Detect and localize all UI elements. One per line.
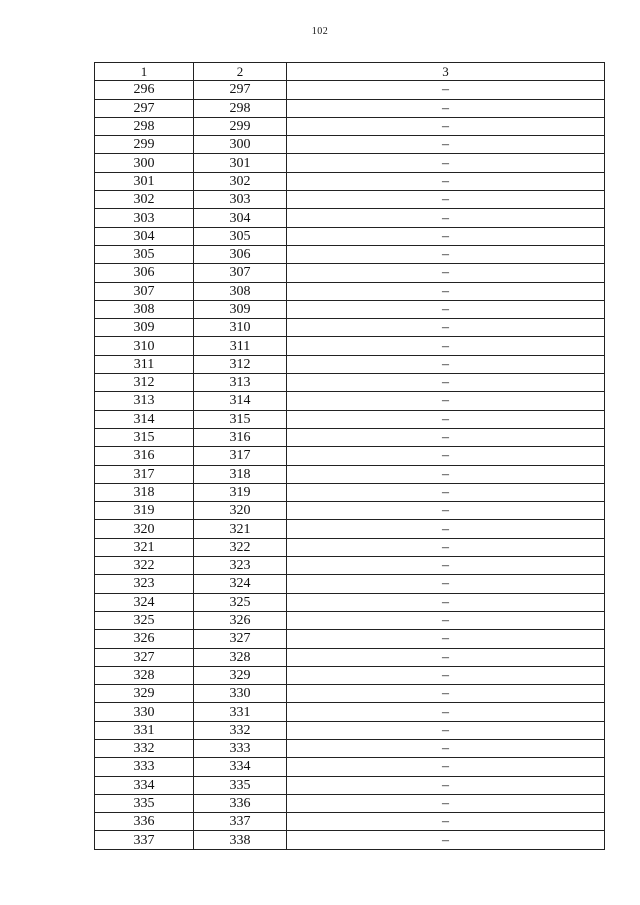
- table-cell-col-1: 337: [95, 831, 194, 849]
- table-row: [95, 264, 605, 282]
- table-row: [95, 337, 605, 355]
- table-row: [95, 538, 605, 556]
- table-cell-col-3: –: [287, 776, 605, 794]
- table-cell-col-2: 322: [194, 538, 287, 556]
- table-cell-col-1: 313: [95, 392, 194, 410]
- table-row: [95, 355, 605, 373]
- table-cell-col-3: –: [287, 447, 605, 465]
- table-row: [95, 575, 605, 593]
- table-cell-col-1: 302: [95, 191, 194, 209]
- table-cell-col-1: 312: [95, 374, 194, 392]
- table-cell-col-2: 328: [194, 648, 287, 666]
- table-cell-col-3: –: [287, 136, 605, 154]
- table-cell-col-3: –: [287, 575, 605, 593]
- table-cell-col-2: 303: [194, 191, 287, 209]
- table-row: [95, 410, 605, 428]
- table-cell-col-3: –: [287, 337, 605, 355]
- table-cell-col-2: 297: [194, 81, 287, 99]
- table-cell-col-2: 310: [194, 319, 287, 337]
- table-row: [95, 81, 605, 99]
- table-cell-col-1: 317: [95, 465, 194, 483]
- table-cell-col-3: –: [287, 648, 605, 666]
- table-cell-col-1: 308: [95, 300, 194, 318]
- table-row: [95, 776, 605, 794]
- table-cell-col-1: 329: [95, 685, 194, 703]
- table-cell-col-1: 296: [95, 81, 194, 99]
- table-cell-col-1: 305: [95, 245, 194, 263]
- table-cell-col-2: 308: [194, 282, 287, 300]
- table-cell-col-1: 309: [95, 319, 194, 337]
- table-cell-col-2: 332: [194, 721, 287, 739]
- table-cell-col-2: 321: [194, 520, 287, 538]
- table-cell-col-1: 311: [95, 355, 194, 373]
- table-cell-col-3: –: [287, 593, 605, 611]
- table-cell-col-3: –: [287, 355, 605, 373]
- table-row: [95, 721, 605, 739]
- table-row: [95, 758, 605, 776]
- table-cell-col-1: 310: [95, 337, 194, 355]
- table-cell-col-2: 306: [194, 245, 287, 263]
- column-header-3: 3: [287, 63, 605, 81]
- table-cell-col-3: –: [287, 392, 605, 410]
- table-cell-col-2: 319: [194, 483, 287, 501]
- table-cell-col-3: –: [287, 739, 605, 757]
- column-header-1: 1: [95, 63, 194, 81]
- table-cell-col-3: –: [287, 264, 605, 282]
- table-cell-col-2: 307: [194, 264, 287, 282]
- table-cell-col-2: 299: [194, 117, 287, 135]
- table-row: [95, 154, 605, 172]
- table-cell-col-1: 336: [95, 813, 194, 831]
- table-row: [95, 319, 605, 337]
- table-cell-col-2: 304: [194, 209, 287, 227]
- column-header-2: 2: [194, 63, 287, 81]
- table-cell-col-1: 301: [95, 172, 194, 190]
- table-row: [95, 831, 605, 849]
- table-row: [95, 557, 605, 575]
- table-cell-col-1: 320: [95, 520, 194, 538]
- table-cell-col-3: –: [287, 557, 605, 575]
- table-row: [95, 392, 605, 410]
- table-cell-col-3: –: [287, 538, 605, 556]
- table-cell-col-1: 333: [95, 758, 194, 776]
- table-row: [95, 99, 605, 117]
- table-cell-col-3: –: [287, 300, 605, 318]
- table-cell-col-1: 304: [95, 227, 194, 245]
- table-row: [95, 593, 605, 611]
- table-cell-col-1: 326: [95, 630, 194, 648]
- table-cell-col-3: –: [287, 813, 605, 831]
- table-cell-col-3: –: [287, 758, 605, 776]
- table-cell-col-2: 333: [194, 739, 287, 757]
- table-cell-col-3: –: [287, 465, 605, 483]
- table-cell-col-2: 312: [194, 355, 287, 373]
- table-row: [95, 685, 605, 703]
- table-cell-col-1: 314: [95, 410, 194, 428]
- table-cell-col-2: 298: [194, 99, 287, 117]
- table-cell-col-2: 314: [194, 392, 287, 410]
- table-row: [95, 483, 605, 501]
- table-cell-col-2: 335: [194, 776, 287, 794]
- table-row: [95, 209, 605, 227]
- table-row: [95, 245, 605, 263]
- table-cell-col-2: 317: [194, 447, 287, 465]
- table-cell-col-2: 315: [194, 410, 287, 428]
- table-cell-col-3: –: [287, 227, 605, 245]
- table-cell-col-1: 298: [95, 117, 194, 135]
- table-cell-col-3: –: [287, 154, 605, 172]
- table-cell-col-1: 315: [95, 428, 194, 446]
- table-cell-col-3: –: [287, 374, 605, 392]
- table-row: [95, 282, 605, 300]
- table-row: [95, 374, 605, 392]
- table-cell-col-2: 318: [194, 465, 287, 483]
- table-cell-col-3: –: [287, 666, 605, 684]
- table-cell-col-1: 322: [95, 557, 194, 575]
- table-cell-col-1: 324: [95, 593, 194, 611]
- table-cell-col-2: 336: [194, 794, 287, 812]
- table-cell-col-3: –: [287, 282, 605, 300]
- table-cell-col-2: 324: [194, 575, 287, 593]
- table-row: [95, 465, 605, 483]
- table-cell-col-2: 334: [194, 758, 287, 776]
- table-row: [95, 611, 605, 629]
- table-row: [95, 502, 605, 520]
- table-cell-col-3: –: [287, 99, 605, 117]
- table-cell-col-2: 302: [194, 172, 287, 190]
- table-row: [95, 136, 605, 154]
- table-row: [95, 447, 605, 465]
- table-cell-col-3: –: [287, 502, 605, 520]
- table-cell-col-1: 306: [95, 264, 194, 282]
- table-cell-col-3: –: [287, 685, 605, 703]
- table-cell-col-2: 337: [194, 813, 287, 831]
- table-cell-col-3: –: [287, 245, 605, 263]
- table-row: [95, 666, 605, 684]
- table-cell-col-3: –: [287, 410, 605, 428]
- table-cell-col-1: 307: [95, 282, 194, 300]
- table-cell-col-2: 313: [194, 374, 287, 392]
- table-cell-col-1: 318: [95, 483, 194, 501]
- table-cell-col-1: 325: [95, 611, 194, 629]
- table-cell-col-1: 323: [95, 575, 194, 593]
- table-cell-col-1: 321: [95, 538, 194, 556]
- table-row: [95, 813, 605, 831]
- table-row: [95, 428, 605, 446]
- table-cell-col-2: 323: [194, 557, 287, 575]
- table-cell-col-1: 331: [95, 721, 194, 739]
- table-cell-col-3: –: [287, 191, 605, 209]
- table-cell-col-2: 331: [194, 703, 287, 721]
- table-cell-col-3: –: [287, 172, 605, 190]
- table-cell-col-1: 330: [95, 703, 194, 721]
- table-cell-col-1: 297: [95, 99, 194, 117]
- table-cell-col-1: 327: [95, 648, 194, 666]
- table-cell-col-1: 319: [95, 502, 194, 520]
- table-cell-col-3: –: [287, 721, 605, 739]
- table-header-row: [95, 63, 605, 81]
- table-cell-col-1: 332: [95, 739, 194, 757]
- table-cell-col-2: 311: [194, 337, 287, 355]
- table-cell-col-2: 305: [194, 227, 287, 245]
- table-cell-col-3: –: [287, 428, 605, 446]
- table-cell-col-3: –: [287, 630, 605, 648]
- table-row: [95, 794, 605, 812]
- table-row: [95, 630, 605, 648]
- table-cell-col-2: 320: [194, 502, 287, 520]
- table-row: [95, 172, 605, 190]
- table-cell-col-3: –: [287, 831, 605, 849]
- table-cell-col-3: –: [287, 520, 605, 538]
- table-cell-col-1: 328: [95, 666, 194, 684]
- table-cell-col-2: 316: [194, 428, 287, 446]
- table-cell-col-3: –: [287, 611, 605, 629]
- table-row: [95, 117, 605, 135]
- table-cell-col-1: 303: [95, 209, 194, 227]
- table-row: [95, 191, 605, 209]
- table-cell-col-3: –: [287, 703, 605, 721]
- table-cell-col-2: 300: [194, 136, 287, 154]
- data-table: [94, 62, 605, 850]
- table-row: [95, 739, 605, 757]
- table-cell-col-1: 334: [95, 776, 194, 794]
- table-row: [95, 520, 605, 538]
- table-cell-col-1: 300: [95, 154, 194, 172]
- table-cell-col-1: 335: [95, 794, 194, 812]
- table-row: [95, 227, 605, 245]
- table-cell-col-3: –: [287, 117, 605, 135]
- table-cell-col-2: 309: [194, 300, 287, 318]
- table-cell-col-3: –: [287, 483, 605, 501]
- table-cell-col-3: –: [287, 81, 605, 99]
- table-row: [95, 300, 605, 318]
- table-row: [95, 648, 605, 666]
- table-cell-col-3: –: [287, 319, 605, 337]
- table-cell-col-2: 301: [194, 154, 287, 172]
- table-cell-col-2: 338: [194, 831, 287, 849]
- table-cell-col-2: 329: [194, 666, 287, 684]
- table-cell-col-2: 327: [194, 630, 287, 648]
- table-cell-col-3: –: [287, 209, 605, 227]
- table-cell-col-2: 325: [194, 593, 287, 611]
- table-cell-col-2: 330: [194, 685, 287, 703]
- table-cell-col-1: 299: [95, 136, 194, 154]
- table-cell-col-2: 326: [194, 611, 287, 629]
- table-row: [95, 703, 605, 721]
- table-cell-col-1: 316: [95, 447, 194, 465]
- page-number: 102: [311, 26, 329, 37]
- table-cell-col-3: –: [287, 794, 605, 812]
- table-body: [95, 81, 605, 849]
